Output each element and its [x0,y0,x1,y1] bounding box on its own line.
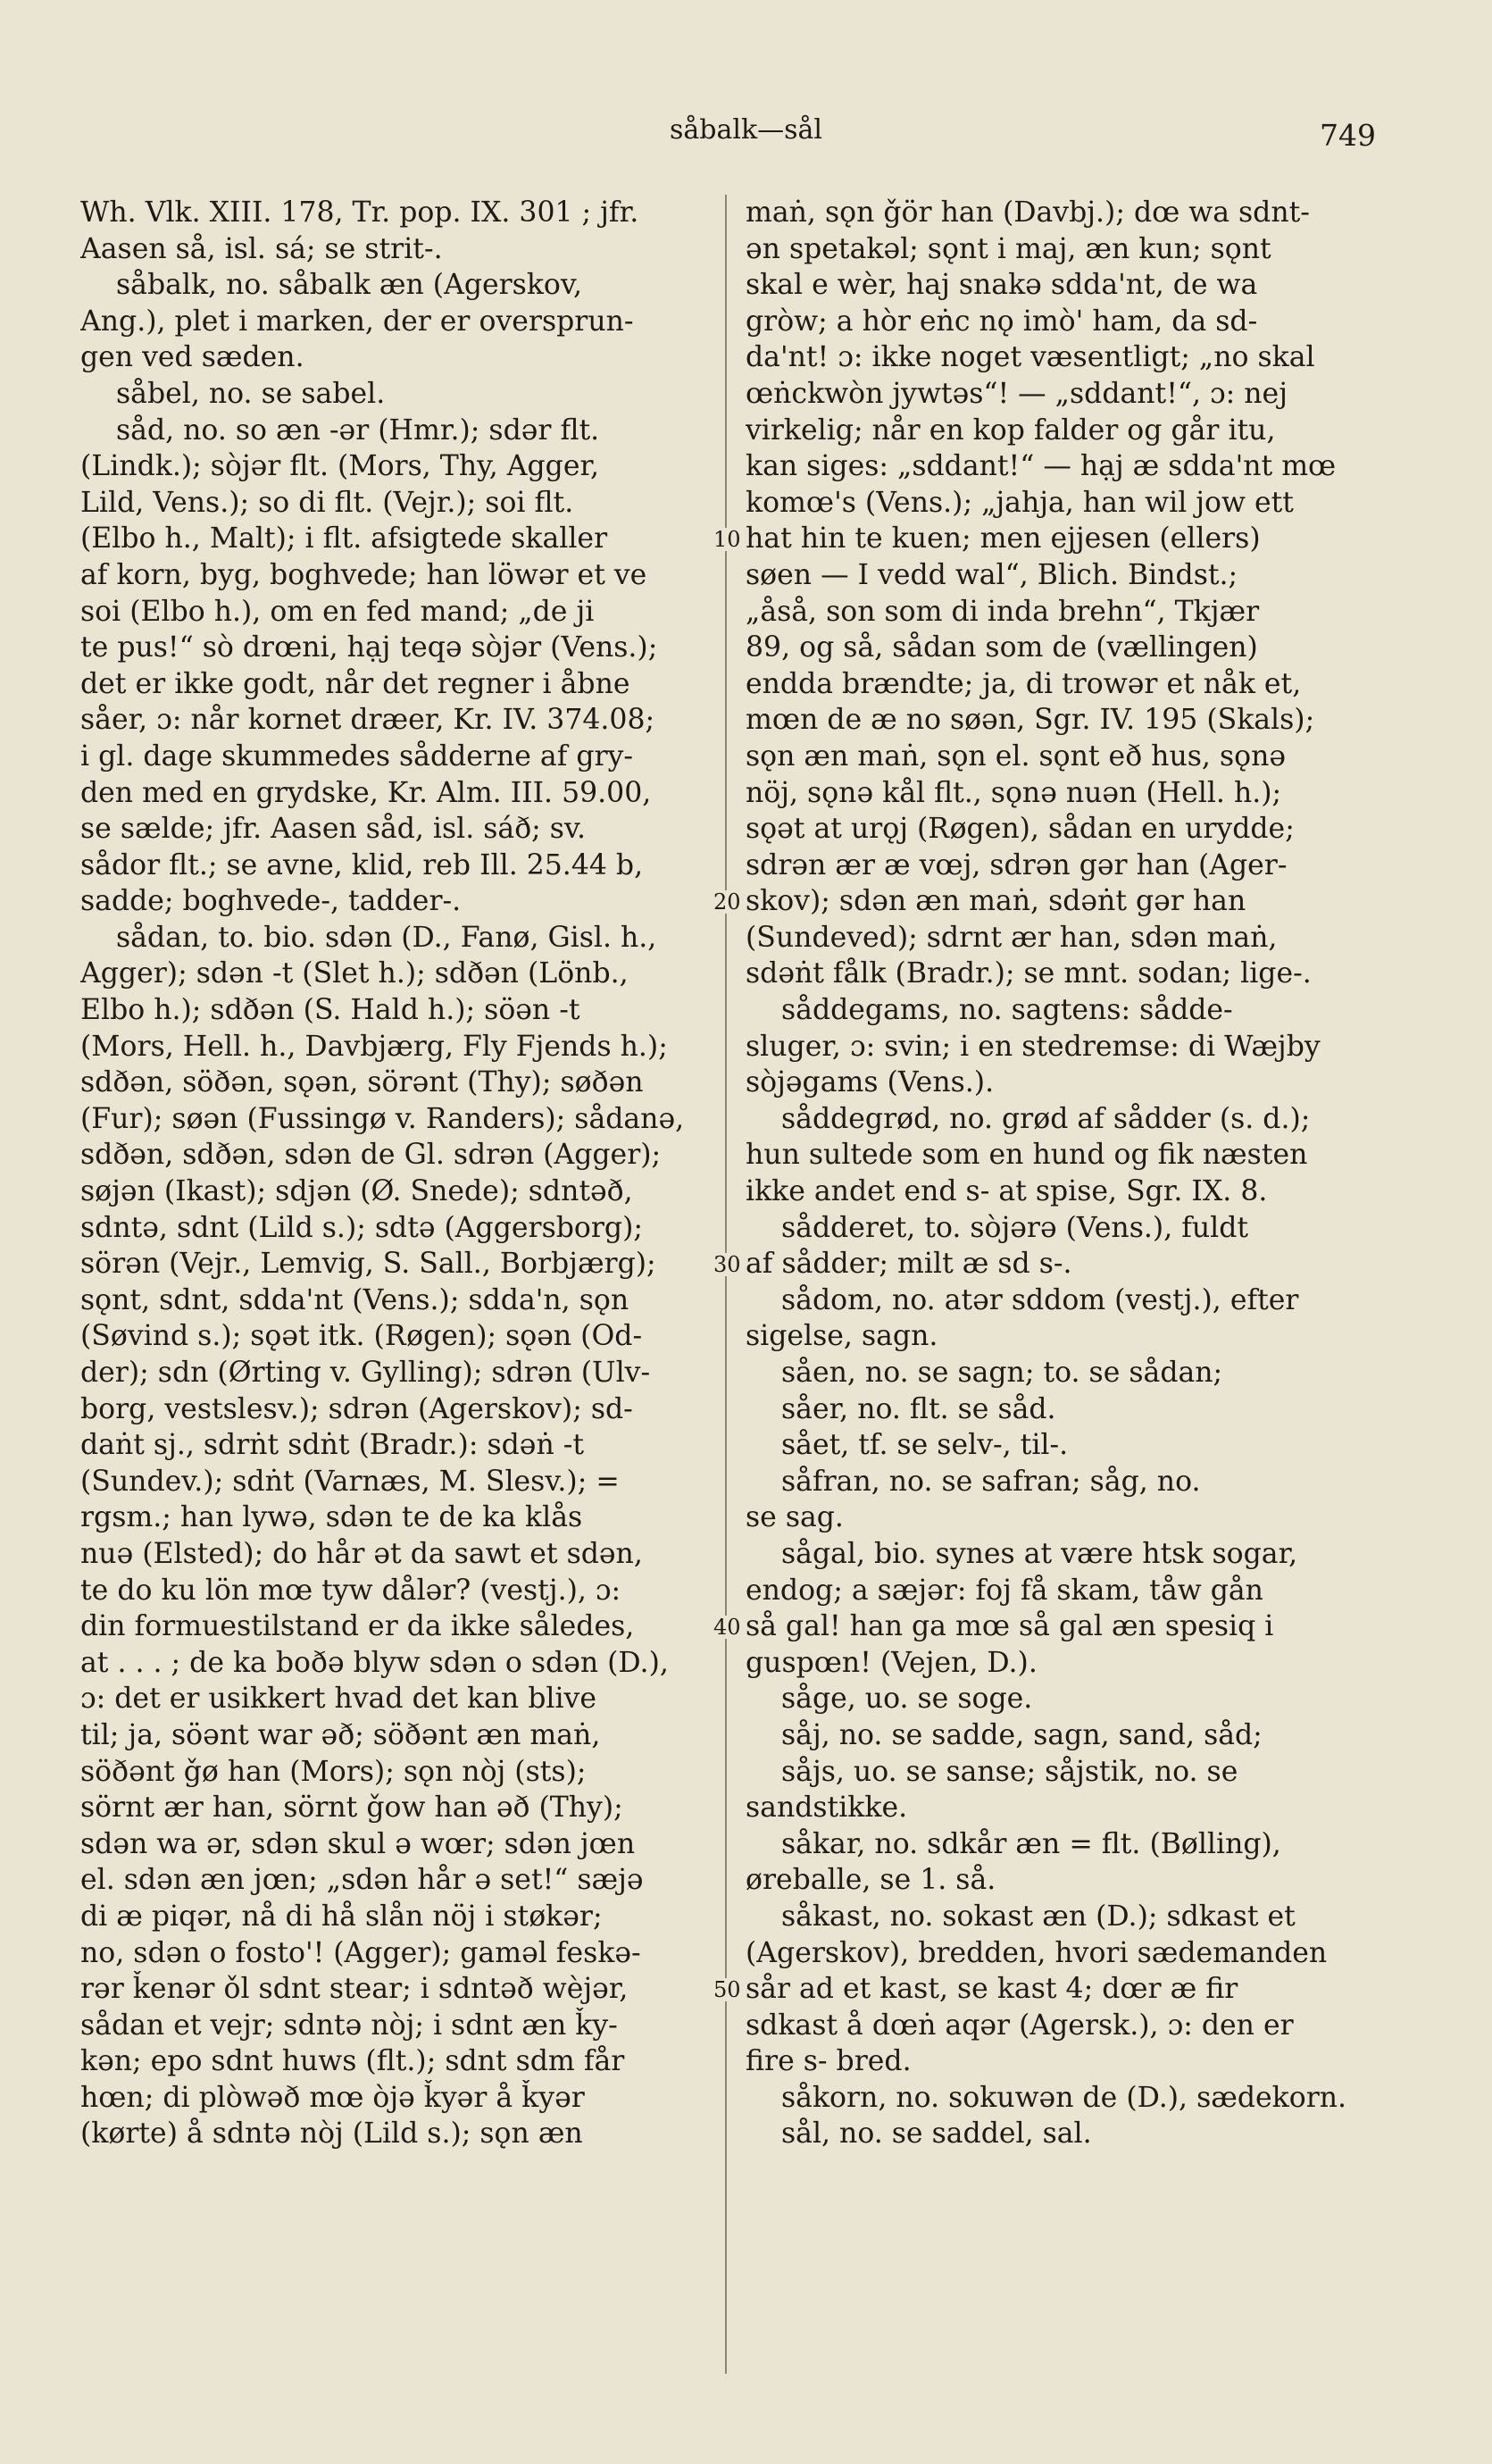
text-line: (Sundeved); sdrnt ær han, sdən maṅ, [746,921,1278,954]
text-line: ikke andet end s- at spise, Sgr. IX. 8. [746,1175,1268,1208]
text-line: din formuestilstand er da ikke således, [80,1610,635,1643]
text-line: såd, no. so æn -ər (Hmr.); sdər flt. [116,413,600,447]
text-line: Ang.), plet i marken, der er oversprun- [80,305,634,338]
text-line: rər ǩenər ǒl sdnt stear; i sdntəð wèjər, [80,1973,629,2006]
text-line: såkorn, no. sokuwən de (D.), sædekorn. [781,2081,1347,2114]
text-line: såkast, no. sokast æn (D.); sdkast et [781,1900,1296,1933]
text-line: sådan et vejr; sdntə nòj; i sdnt æn ǩy- [80,2009,618,2042]
text-line: (Mors, Hell. h., Davbjærg, Fly Fjends h.); [80,1030,668,1063]
text-line: såer, no. flt. se såd. [781,1392,1056,1425]
text-line: sådan, to. bio. sdən (D., Fanø, Gisl. h., [116,921,657,954]
text-line: skov); sdən æn maṅ, sdəṅt gər han [746,885,1246,918]
text-line: sdðən, söðən, sǫən, sörənt (Thy); søðən [80,1066,644,1099]
text-line: nöj, sǫnə kål flt., sǫnə nuən (Hell. h.); [746,776,1282,809]
text-line: så gal! han ga mœ så gal æn spesiq i [746,1610,1274,1643]
text-line: sörnt ær han, sörnt ǧow han əð (Thy); [80,1792,623,1825]
text-line: hun sultede som en hund og fik næsten [746,1139,1308,1172]
text-line: gen ved sæden. [80,341,304,374]
text-line: hat hin te kuen; men ejjesen (ellers) [746,522,1261,555]
line-number: 40 [713,1615,741,1641]
text-line: Wh. Vlk. XIII. 178, Tr. pop. IX. 301 ; jfr. [80,196,639,229]
text-line: virkelig; når en kop falder og går itu, [746,413,1276,447]
text-line: såer, ɔ: når kornet dræer, Kr. IV. 374.08; [80,704,655,737]
text-line: Elbo h.); sdðən (S. Hald h.); söən -t [80,994,580,1027]
text-line: sdrən ær æ vœj, sdrən gər han (Ager- [746,848,1288,881]
text-line: Aasen så, isl. sá; se strit-. [80,232,443,265]
text-line: se sag. [746,1501,844,1534]
line-number: 30 [713,1252,741,1278]
left-column [80,195,725,2152]
text-line: sörən (Vejr., Lemvig, S. Sall., Borbjærg); [80,1248,656,1281]
text-line: ən spetakəl; sǫnt i maj, æn kun; sǫnt [746,232,1271,265]
text-line: guspœn! (Vejen, D.). [746,1646,1038,1679]
text-line: såbalk, no. såbalk æn (Agerskov, [116,269,582,302]
text-line: (Agerskov), bredden, hvori sædemanden [746,1936,1328,1969]
text-line: øreballe, se 1. så. [746,1864,996,1897]
text-line: såge, uo. se soge. [781,1683,1033,1716]
text-line: (Sundev.); sdṅt (Varnæs, M. Slesv.); = [80,1465,620,1498]
text-line: se sælde; jfr. Aasen såd, isl. sáð; sv. [80,813,587,846]
running-head: såbalk—sål [669,114,823,146]
text-line: el. sdən æn jœn; „sdən hår ə set!“ sæjə [80,1864,644,1897]
text-line: såj, no. se sadde, sagn, sand, såd; [781,1718,1263,1751]
text-line: såen, no. se sagn; to. se sådan; [781,1357,1223,1389]
text-line: (kørte) å sdntə nòj (Lild s.); sǫn æn [80,2117,583,2151]
text-line: sòjəgams (Vens.). [746,1066,995,1099]
text-line: sadde; boghvede-, tadder-. [80,885,462,918]
text-line: såkar, no. sdkår æn = flt. (Bølling), [781,1827,1281,1860]
text-line: søjən (Ikast); sdjən (Ø. Snede); sdntəð, [80,1175,633,1208]
page-number: 749 [1320,118,1376,153]
text-line: den med en grydske, Kr. Alm. III. 59.00, [80,776,652,809]
text-line: maṅ, sǫn ǧör han (Davbj.); dœ wa sdnt- [746,196,1310,229]
text-line: te pus!“ sò drœni, hạj teqə sòjər (Vens.); [80,631,658,664]
text-line: sdðən, sdðən, sdən de Gl. sdrən (Agger); [80,1139,662,1172]
text-line: kən; epo sdnt huws (flt.); sdnt sdm får [80,2045,625,2078]
text-line: sandstikke. [746,1792,908,1825]
text-line: fire s- bred. [746,2045,912,2078]
text-line: sdntə, sdnt (Lild s.); sdtə (Aggersborg); [80,1211,643,1244]
text-line: (Lindk.); sòjər flt. (Mors, Thy, Agger, [80,450,600,483]
text-line: sådderet, to. sòjərə (Vens.), fuldt [781,1211,1249,1244]
text-line: hœn; di plòwəð mœ òjə ǩyər å ǩyər [80,2081,585,2114]
text-line: sådom, no. atər sddom (vestj.), efter [781,1283,1299,1316]
text-line: søen — I vedd wal“, Blich. Bindst.; [746,558,1238,591]
text-line: af sådder; milt æ sd s-. [746,1248,1072,1281]
text-line: såddegrød, no. grød af sådder (s. d.); [781,1102,1311,1135]
text-line: sål, no. se saddel, sal. [781,2117,1092,2151]
text-line: mœn de æ no søən, Sgr. IV. 195 (Skals); [746,704,1315,737]
line-number: 50 [713,1977,741,2003]
text-line: sågal, bio. synes at være htsk sogar, [781,1537,1298,1570]
text-line: borg, vestslesv.); sdrən (Agerskov); sd- [80,1392,633,1425]
text-line: gròw; a hòr eṅc nǫ imò' ham, da sd- [746,305,1258,338]
text-line: sdkast å dœṅ aqər (Agersk.), ɔ: den er [746,2009,1294,2042]
text-line: at . . . ; de ka boðə blyw sdən o sdən (D.), [80,1646,669,1679]
text-line: sår ad et kast, se kast 4; dœr æ fir [746,1973,1238,2006]
text-line: nuə (Elsted); do hår ət da sawt et sdən, [80,1537,643,1570]
text-line: di æ piqər, nå di hå slån nöj i støkər; [80,1900,603,1933]
text-line: rgsm.; han lywə, sdən te de ka klås [80,1501,583,1534]
line-number: 20 [713,890,741,915]
text-line: sǫnt, sdnt, sdda'nt (Vens.); sdda'n, sǫn [80,1283,629,1316]
text-line: soi (Elbo h.), om en fed mand; „de ji [80,595,595,628]
text-line: der); sdn (Ørting v. Gylling); sdrən (Ulv- [80,1357,651,1389]
text-line: sǫət at urǫj (Røgen), sådan en urydde; [746,813,1295,846]
text-line: da'nt! ɔ: ikke noget væsentligt; „no skal [746,341,1315,374]
text-line: sluger, ɔ: svin; i en stedremse: di Wæjby [746,1030,1321,1063]
text-line: såfran, no. se safran; såg, no. [781,1465,1201,1498]
text-line: til; ja, söənt war əð; söðənt æn maṅ, [80,1718,601,1751]
text-line: endda brændte; ja, di trowər et nåk et, [746,667,1302,700]
text-line: söðənt ǧø han (Mors); sǫn nòj (sts); [80,1755,587,1788]
text-line: såjs, uo. se sanse; såjstik, no. se [781,1755,1238,1788]
text-line: såbel, no. se sabel. [116,377,386,410]
text-line: 89, og så, sådan som de (vællingen) [746,631,1258,664]
text-line: sigelse, sagn. [746,1320,938,1353]
text-line: daṅt sj., sdrṅt sdṅt (Bradr.): sdəṅ -t [80,1429,585,1462]
text-line: i gl. dage skummedes sådderne af gry- [80,739,634,773]
text-line: (Fur); søən (Fussingø v. Randers); sådanə, [80,1102,685,1135]
text-line: œṅckwòn jywtəs“! — „sddant!“, ɔ: nej [746,377,1288,410]
column-divider [725,195,727,2374]
text-line: ɔ: det er usikkert hvad det kan blive [80,1683,596,1716]
text-line: Lild, Vens.); so di flt. (Vejr.); soi flt. [80,486,574,519]
page-header [0,114,1492,159]
text-line: te do ku lön mœ tyw dålər? (vestj.), ɔ: [80,1574,621,1607]
text-line: sået, tf. se selv-, til-. [781,1429,1069,1462]
text-line: sǫn æn maṅ, sǫn el. sǫnt eð hus, sǫnə [746,739,1287,773]
text-line: sdən wa ər, sdən skul ə wœr; sdən jœn [80,1827,636,1860]
text-line: skal e wèr, haj snakə sdda'nt, de wa [746,269,1258,302]
text-line: det er ikke godt, når det regner i åbne [80,667,630,700]
text-line: (Elbo h., Malt); i flt. afsigtede skaller [80,522,608,555]
text-line: af korn, byg, boghvede; han löwər et ve [80,558,647,591]
text-line: komœ's (Vens.); „jahja, han wil jow ett [746,486,1294,519]
text-line: (Søvind s.); sǫət itk. (Røgen); sǫən (Od- [80,1320,643,1353]
right-column [746,195,1411,2152]
text-line: såddegams, no. sagtens: sådde- [781,994,1233,1027]
text-line: no, sdən o fosto'! (Agger); gaməl feskə- [80,1936,641,1969]
text-line: Agger); sdən -t (Slet h.); sdðən (Lönb., [80,957,629,990]
text-line: „åså, son som di inda brehn“, Tkjær [746,595,1260,628]
text-line: endog; a sæjər: foj få skam, tåw gån [746,1574,1263,1607]
text-line: sådor flt.; se avne, klid, reb Ill. 25.44 b, [80,848,644,881]
text-line: sdəṅt fålk (Bradr.); se mnt. sodan; lige-. [746,957,1312,990]
text-line: kan siges: „sddant!“ — hạj æ sdda'nt mœ [746,450,1337,483]
line-number: 10 [713,527,741,553]
